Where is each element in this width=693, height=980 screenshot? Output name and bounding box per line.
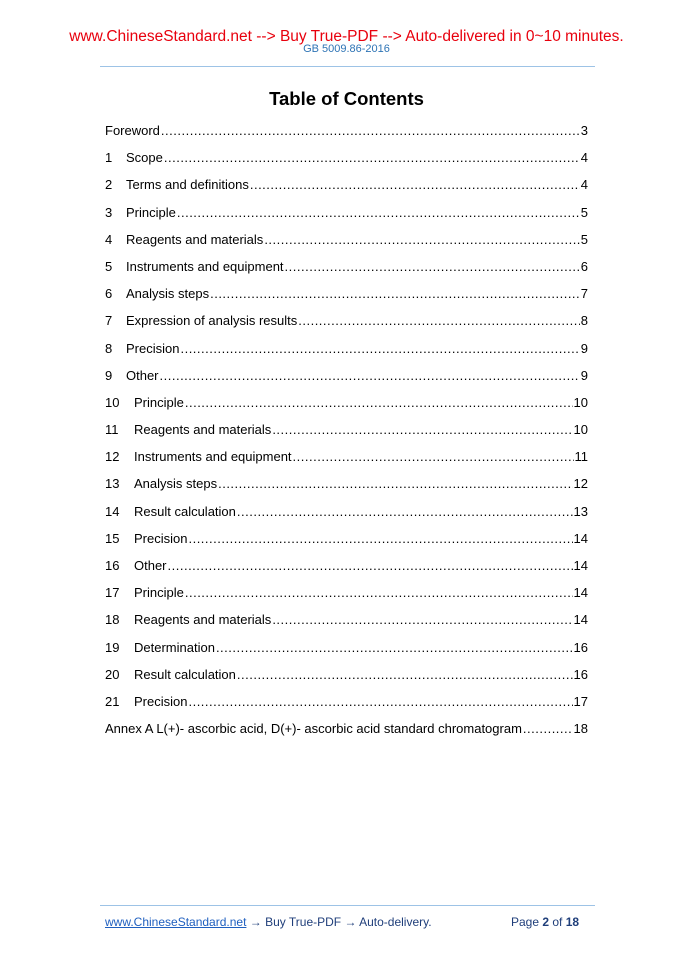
toc-entry-page: 8 <box>580 313 588 329</box>
toc-dot-leader <box>180 338 579 360</box>
toc-entry-number: 13 <box>105 476 120 492</box>
toc-entry-page: 12 <box>573 476 588 492</box>
toc-entry-number: 20 <box>105 666 120 682</box>
toc-entry-number: 18 <box>105 612 120 628</box>
toc-entry-title: Principle <box>134 394 184 410</box>
toc-entry[interactable] <box>105 256 588 283</box>
toc-entry-number: 5 <box>105 258 113 274</box>
toc-entry-number: 19 <box>105 639 120 655</box>
toc-entry-title: Principle <box>134 585 184 601</box>
toc-entry-title: Annex A L(+)- ascorbic acid, D(+)- ascorbic acid standard chromatogram <box>105 721 522 737</box>
toc-dot-leader <box>210 283 580 305</box>
toc-dot-leader <box>285 256 580 278</box>
standard-code: GB 5009.86-2016 <box>303 43 390 55</box>
page-label: Page <box>511 915 543 929</box>
toc-entry[interactable] <box>105 419 588 446</box>
footer-tail: → Buy True-PDF → Auto-delivery. <box>246 915 432 929</box>
toc-entry[interactable] <box>105 718 588 745</box>
of-label: of <box>549 915 566 929</box>
toc-entry[interactable] <box>105 501 588 528</box>
toc-entry-title: Foreword <box>105 123 160 138</box>
toc-dot-leader <box>177 202 580 224</box>
toc-entry-title: Result calculation <box>134 666 236 682</box>
toc-entry[interactable] <box>105 365 588 392</box>
toc-dot-leader <box>264 229 579 251</box>
toc-entry-title: Precision <box>134 530 188 546</box>
toc-entry-number: 1 <box>105 150 113 166</box>
toc-entry-page: 5 <box>580 231 588 247</box>
toc-entry-page: 14 <box>573 558 588 573</box>
toc-entry-title: Precision <box>134 693 188 709</box>
toc-dot-leader <box>168 555 573 577</box>
toc-entry-title: Analysis steps <box>126 286 210 302</box>
toc-entry-title: Reagents and materials <box>134 612 272 628</box>
toc-dot-leader <box>293 446 574 468</box>
footer-promo <box>105 914 432 930</box>
toc-entry-page: 14 <box>573 585 588 601</box>
toc-entry-page: 4 <box>580 177 588 193</box>
toc-entry-title: Terms and definitions <box>126 177 249 193</box>
toc-entry-page: 10 <box>573 422 588 438</box>
page-indicator <box>511 914 579 930</box>
toc-entry-number: 7 <box>105 313 113 329</box>
toc-entry-number: 8 <box>105 340 113 356</box>
toc-dot-leader <box>160 365 580 387</box>
toc-entry-number: 15 <box>105 530 120 546</box>
toc-entry-title: Other <box>134 558 167 573</box>
toc-dot-leader <box>185 392 573 414</box>
toc-entry-number: 2 <box>105 177 113 193</box>
toc-entry-page: 10 <box>573 394 588 410</box>
toc-dot-leader <box>164 147 580 169</box>
toc-entry[interactable] <box>105 310 588 337</box>
toc-entry-page: 16 <box>573 639 588 655</box>
toc-entry[interactable] <box>105 174 588 201</box>
toc-entry-number: 9 <box>105 367 113 383</box>
toc-dot-leader <box>218 473 572 495</box>
toc-entry-title: Instruments and equipment <box>134 449 292 465</box>
toc-entry-page: 13 <box>573 503 588 519</box>
toc-entry-title: Other <box>126 367 159 383</box>
toc-entry-page: 9 <box>580 340 588 356</box>
toc-entry-title: Precision <box>126 340 180 356</box>
toc-entry[interactable] <box>105 120 588 147</box>
toc-entry-page: 5 <box>580 204 588 220</box>
toc-entry[interactable] <box>105 202 588 229</box>
toc-entry-page: 16 <box>573 666 588 682</box>
toc-dot-leader <box>237 664 573 686</box>
toc-entry-title: Determination <box>134 639 215 655</box>
toc-dot-leader <box>188 691 572 713</box>
toc-entry-title: Analysis steps <box>134 476 218 492</box>
toc-entry-number: 4 <box>105 231 113 247</box>
toc-entry-number: 21 <box>105 693 120 709</box>
toc-entry[interactable] <box>105 392 588 419</box>
toc-entry-page: 9 <box>580 367 588 383</box>
toc-entry-number: 10 <box>105 394 120 410</box>
toc-dot-leader <box>161 120 580 142</box>
toc-dot-leader <box>250 174 580 196</box>
toc-dot-leader <box>185 582 573 604</box>
toc-entry[interactable] <box>105 691 588 718</box>
toc-entry-title: Scope <box>126 150 163 166</box>
footer-link[interactable]: www.ChineseStandard.net <box>105 915 247 929</box>
toc-dot-leader <box>272 419 572 441</box>
toc-entry-title: Reagents and materials <box>134 422 272 438</box>
page-title: Table of Contents <box>269 88 424 109</box>
toc-entry-number: 11 <box>105 422 119 438</box>
toc-dot-leader <box>523 718 573 740</box>
toc-entry-number: 12 <box>105 449 120 465</box>
toc-dot-leader <box>216 637 573 659</box>
toc-entry[interactable] <box>105 229 588 256</box>
toc-dot-leader <box>188 528 572 550</box>
toc-entry[interactable] <box>105 283 588 310</box>
toc-entry-number: 14 <box>105 503 120 519</box>
toc-entry-title: Principle <box>126 204 176 220</box>
toc-entry[interactable] <box>105 582 588 609</box>
toc-entry-page: 7 <box>580 286 588 302</box>
footer-divider <box>100 905 595 906</box>
toc-entry-title: Instruments and equipment <box>126 258 284 274</box>
toc-entry[interactable] <box>105 147 588 174</box>
toc-entry[interactable] <box>105 609 588 636</box>
toc-entry-page: 11 <box>574 449 588 465</box>
toc-entry-page: 3 <box>580 123 588 138</box>
toc-entry-page: 17 <box>573 693 588 709</box>
toc-entry-page: 14 <box>573 612 588 628</box>
toc-entry[interactable] <box>105 664 588 691</box>
toc-entry-number: 16 <box>105 558 120 573</box>
toc-entry[interactable] <box>105 338 588 365</box>
toc-entry-number: 3 <box>105 204 113 220</box>
toc-entry-page: 18 <box>573 721 588 737</box>
toc-dot-leader <box>237 501 573 523</box>
toc-entry[interactable] <box>105 473 588 500</box>
current-page: 2 <box>542 915 550 929</box>
toc-entry-page: 14 <box>573 530 588 546</box>
toc-entry[interactable] <box>105 446 588 473</box>
toc-dot-leader <box>272 609 572 631</box>
header-divider <box>100 66 595 67</box>
toc-entry-page: 6 <box>580 258 588 274</box>
toc-entry-number: 17 <box>105 585 120 601</box>
toc-entry-title: Expression of analysis results <box>126 313 298 329</box>
toc-entry-title: Reagents and materials <box>126 231 264 247</box>
toc-entry[interactable] <box>105 637 588 664</box>
total-pages: 18 <box>565 915 580 929</box>
toc-entry-title: Result calculation <box>134 503 236 519</box>
toc-entry[interactable] <box>105 528 588 555</box>
table-of-contents <box>105 120 588 745</box>
toc-dot-leader <box>298 310 580 332</box>
top-banner[interactable]: www.ChineseStandard.net --> Buy True-PDF --> Auto-delivered in 0~10 minutes. <box>69 28 624 45</box>
toc-entry[interactable] <box>105 555 588 582</box>
toc-entry-page: 4 <box>580 150 588 166</box>
toc-entry-number: 6 <box>105 286 113 302</box>
